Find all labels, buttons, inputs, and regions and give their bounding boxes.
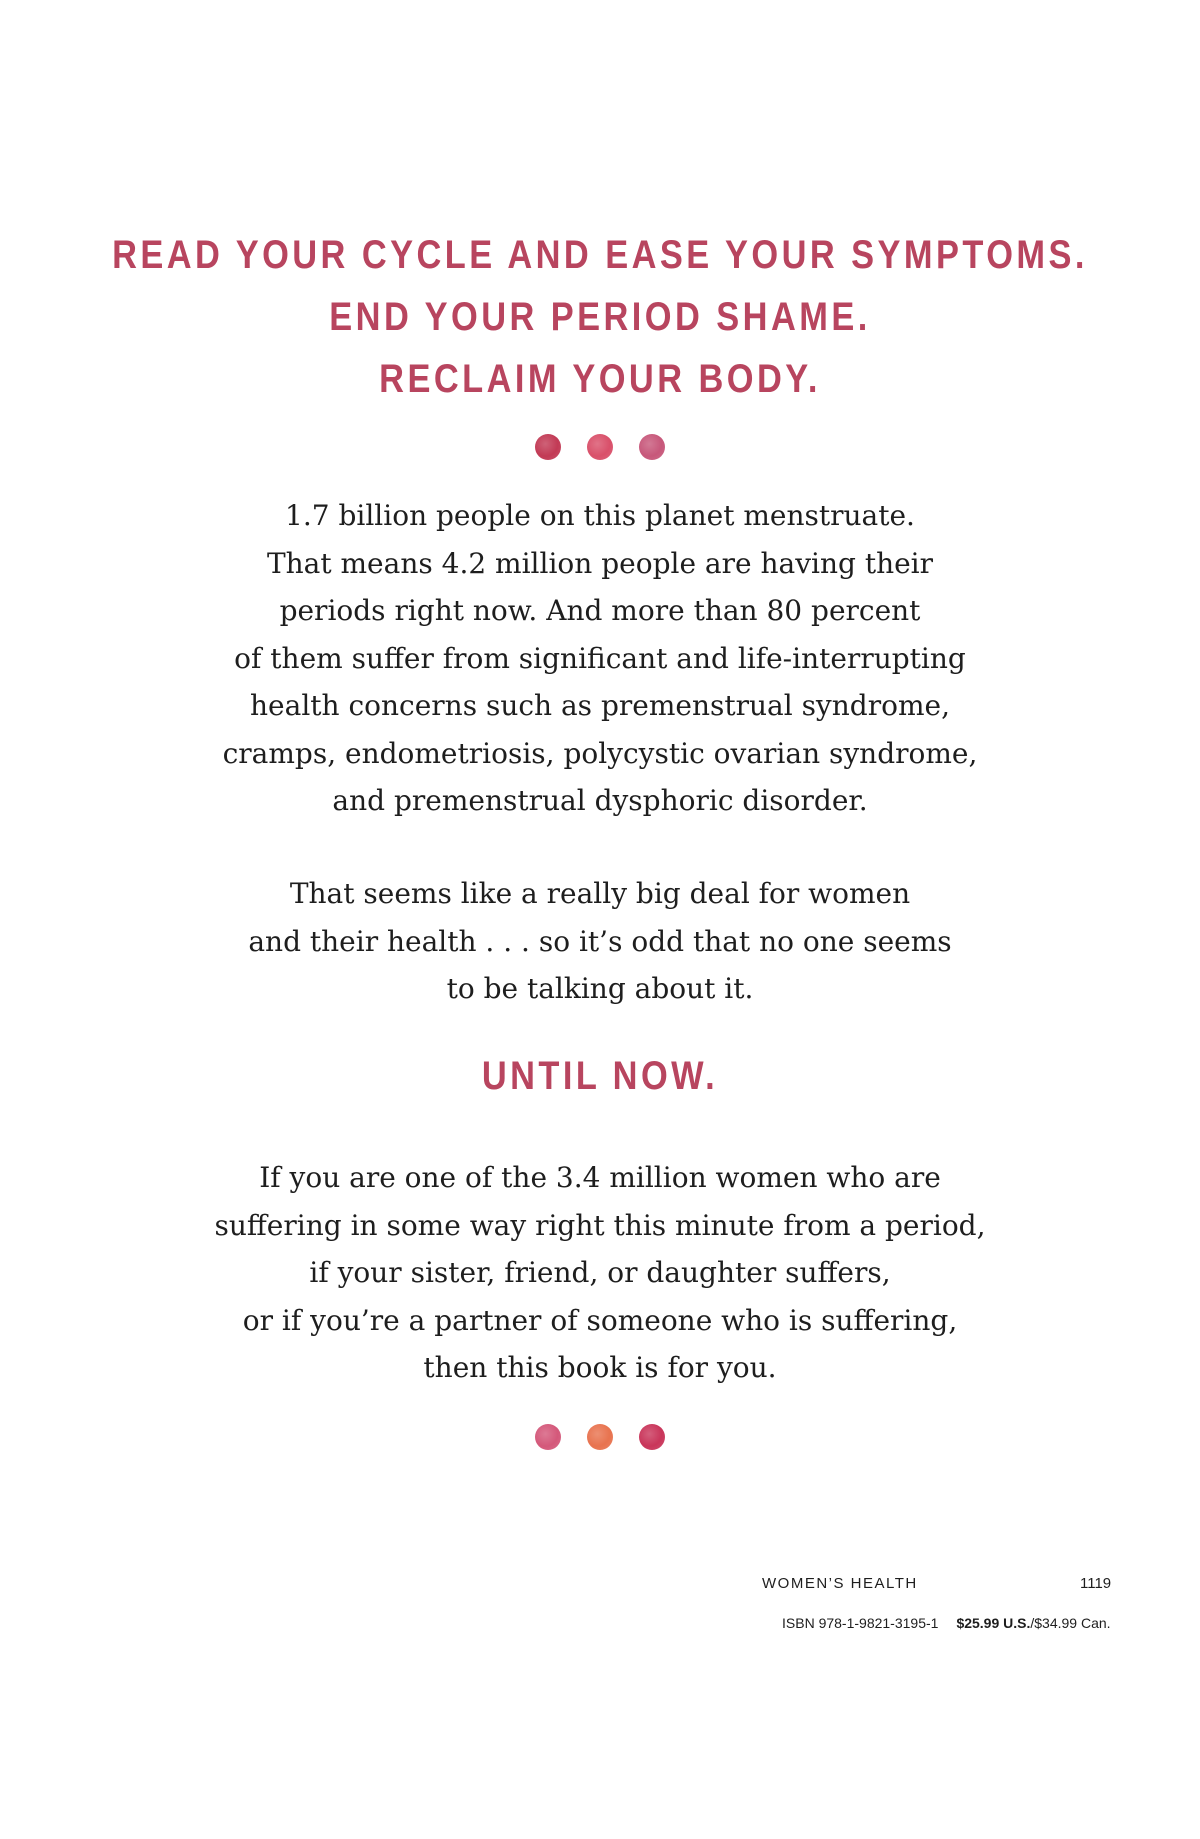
paragraph-line: 1.7 billion people on this planet menstruate. xyxy=(285,499,915,532)
paragraph-line: to be talking about it. xyxy=(446,972,754,1005)
paragraph-line: That seems like a really big deal for women xyxy=(289,877,911,910)
until-now-heading: UNTIL NOW. xyxy=(481,1054,719,1098)
headline xyxy=(0,224,1200,410)
intro-paragraph xyxy=(0,492,1200,825)
headline-line-3: RECLAIM YOUR BODY. xyxy=(379,357,821,401)
decorative-dots-top xyxy=(0,434,1200,460)
category-code: 1119 xyxy=(1080,1575,1112,1592)
dot-icon xyxy=(587,1424,613,1450)
price-can: $34.99 Can. xyxy=(1034,1615,1111,1631)
isbn-price-line xyxy=(782,1615,1111,1631)
paragraph-line: health concerns such as premenstrual syndrome, xyxy=(250,689,950,722)
paragraph-line: and premenstrual dysphoric disorder. xyxy=(332,784,868,817)
headline-line-2: END YOUR PERIOD SHAME. xyxy=(329,295,871,339)
closing-paragraph xyxy=(0,1154,1200,1392)
paragraph-line: and their health . . . so it’s odd that no one seems xyxy=(248,924,952,958)
paragraph-line: then this book is for you. xyxy=(423,1351,777,1384)
dot-icon xyxy=(535,434,561,460)
paragraph-line: periods right now. And more than 80 percent xyxy=(279,594,921,627)
paragraph-line: or if you’re a partner of someone who is suffering, xyxy=(242,1303,958,1337)
second-paragraph xyxy=(0,870,1200,1013)
dot-icon xyxy=(639,1424,665,1450)
price-us: $25.99 U.S. xyxy=(956,1615,1031,1631)
isbn: ISBN 978-1-9821-3195-1 xyxy=(782,1615,939,1631)
paragraph-line: suffering in some way right this minute from a period, xyxy=(214,1208,986,1242)
decorative-dots-bottom xyxy=(0,1424,1200,1450)
paragraph-line: cramps, endometriosis, polycystic ovarian syndrome, xyxy=(222,736,978,770)
headline-line-1: READ YOUR CYCLE AND EASE YOUR SYMPTOMS. xyxy=(112,233,1088,277)
dot-icon xyxy=(587,434,613,460)
paragraph-line: If you are one of the 3.4 million women who are xyxy=(259,1161,941,1194)
category-label: WOMEN’S HEALTH xyxy=(762,1575,918,1592)
paragraph-line: if your sister, friend, or daughter suffers, xyxy=(309,1256,891,1289)
price-separator: / xyxy=(1030,1615,1035,1631)
dot-icon xyxy=(639,434,665,460)
dot-icon xyxy=(535,1424,561,1450)
paragraph-line: of them suffer from significant and life-interrupting xyxy=(234,641,966,675)
paragraph-line: That means 4.2 million people are having their xyxy=(266,546,934,580)
